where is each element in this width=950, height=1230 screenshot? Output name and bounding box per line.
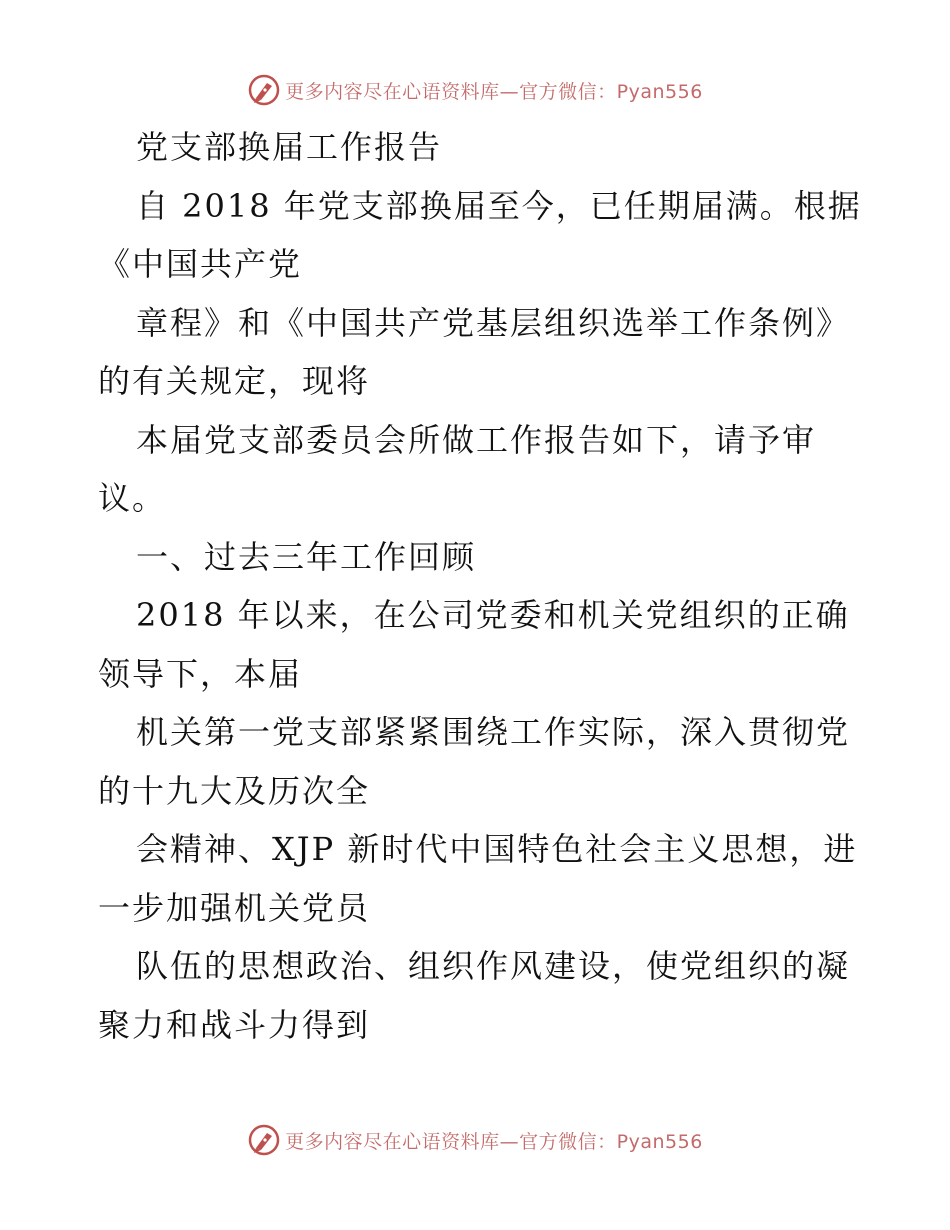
watermark-text: 更多内容尽在心语资料库—官方微信：Pyan556 — [285, 80, 703, 103]
pen-nib-logo-icon — [247, 1123, 281, 1157]
document-title: 党支部换届工作报告 — [136, 128, 443, 166]
paragraph-line: 议。 — [98, 479, 167, 517]
header-watermark-banner — [0, 70, 950, 110]
paragraph-line: 《中国共产党 — [98, 245, 303, 283]
paragraph-line: 聚力和战斗力得到 — [98, 1005, 371, 1044]
paragraph-line: 会精神、XJP 新时代中国特色社会主义思想，进 — [136, 830, 858, 868]
paragraph-line: 的有关规定，现将 — [98, 362, 371, 400]
paragraph-line: 领导下，本届 — [98, 654, 303, 693]
paragraph-line: 本届党支部委员会所做工作报告如下，请予审 — [136, 420, 817, 459]
footer-watermark-banner — [0, 1120, 950, 1160]
paragraph-line: 一步加强机关党员 — [98, 888, 371, 927]
paragraph-line: 章程》和《中国共产党基层组织选举工作条例》 — [136, 303, 851, 342]
paragraph-line: 2018 年以来，在公司党委和机关党组织的正确 — [136, 596, 850, 634]
document-body — [98, 118, 862, 1054]
section-heading: 一、过去三年工作回顾 — [136, 537, 477, 576]
paragraph-line: 机关第一党支部紧紧围绕工作实际，深入贯彻党 — [136, 713, 851, 751]
pen-nib-logo-icon — [247, 73, 281, 107]
paragraph-line: 的十九大及历次全 — [98, 771, 371, 810]
watermark-text: 更多内容尽在心语资料库—官方微信：Pyan556 — [285, 1130, 703, 1153]
paragraph-line: 自 2018 年党支部换届至今，已任期届满。根据 — [136, 186, 862, 225]
paragraph-line: 队伍的思想政治、组织作风建设，使党组织的凝 — [136, 947, 851, 985]
